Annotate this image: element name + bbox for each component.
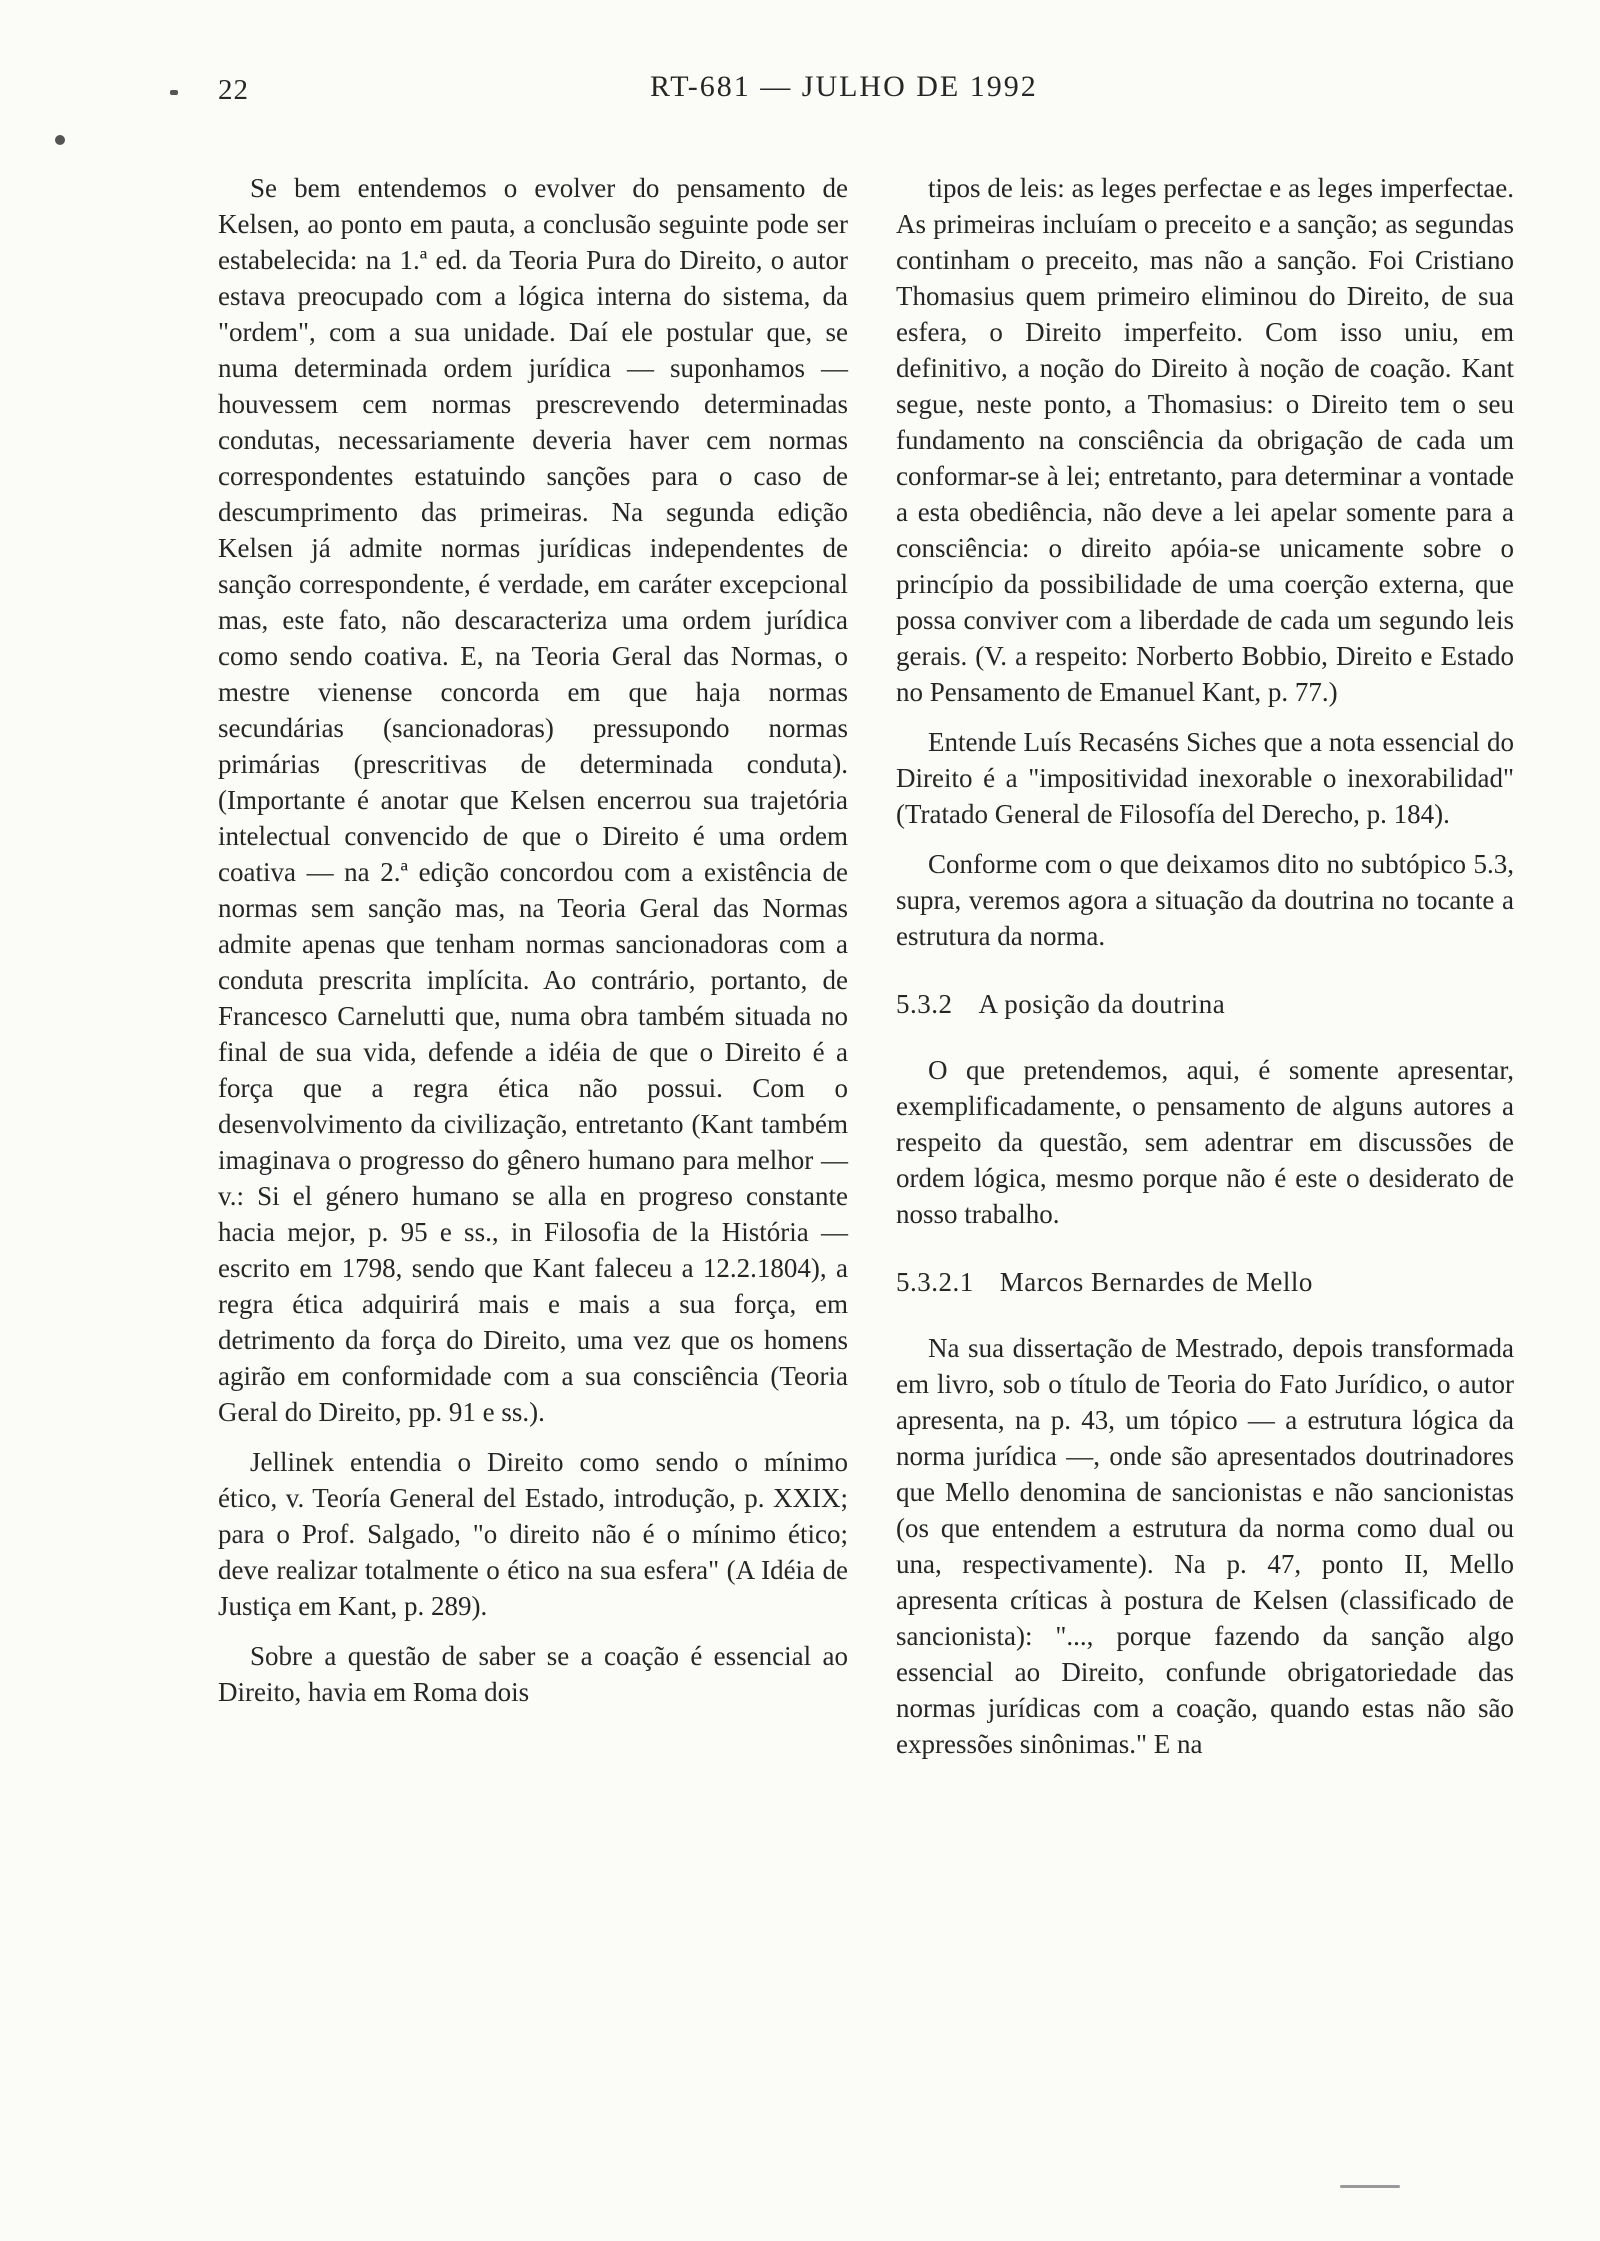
right-paragraph-5: Na sua dissertação de Mestrado, depois transformada em livro, sob o título de Teoria do Fato Jurídico, o autor apresenta, na p. 43, um tópico — a estrutura lógica da norma jurídica —, onde são apresentados doutrinadores que Mello denomina de sancionistas e não sancionistas (os que entendem a estrutura da norma como dual ou una, respectivamente). Na p. 47, ponto II, Mello apresenta críticas à postura de Kelsen (classificado de sancionista): "..., porque fazendo da sanção algo essencial ao Direito, confunde obrigatoriedade das normas jurídicas com a coação, quando estas não são expressões sinônimas." E na bbox=[896, 1333, 1514, 1759]
running-head: RT-681 — JULHO DE 1992 bbox=[650, 70, 1038, 103]
right-paragraph-4: O que pretendemos, aqui, é somente apresentar, exemplificadamente, o pensamento de alguns autores a respeito da questão, sem adentrar em discussões de ordem lógica, mesmo porque não é este o desiderato de nosso trabalho. bbox=[896, 1055, 1514, 1229]
section-heading-5-3-2-1 bbox=[896, 1264, 1514, 1300]
left-paragraph-2: Jellinek entendia o Direito como sendo o mínimo ético, v. Teoría General del Estado, introdução, p. XXIX; para o Prof. Salgado, "o direito não é o mínimo ético; deve realizar totalmente o ético na sua esfera" (A Idéia de Justiça em Kant, p. 289). bbox=[218, 1447, 848, 1621]
right-paragraph-2: Entende Luís Recaséns Siches que a nota essencial do Direito é a "impositividad inexorable o inexorabilidad" (Tratado General de Filosofía del Derecho, p. 184). bbox=[896, 727, 1514, 829]
subsection-number: 5.3.2.1 bbox=[896, 1267, 974, 1297]
page-number: 22 bbox=[218, 74, 249, 106]
scan-speck bbox=[1340, 2185, 1400, 2188]
section-heading-5-3-2 bbox=[896, 986, 1514, 1022]
right-column bbox=[896, 170, 1514, 1776]
scan-speck bbox=[55, 135, 65, 145]
right-paragraph-1: tipos de leis: as leges perfectae e as leges imperfectae. As primeiras incluíam o preceito e a sanção; as segundas continham o preceito, mas não a sanção. Foi Cristiano Thomasius quem primeiro eliminou do Direito, de sua esfera, o Direito imperfeito. Com isso uniu, em definitivo, a noção do Direito à noção de coação. Kant segue, neste ponto, a Thomasius: o Direito tem o seu fundamento na consciência da obrigação de cada um conformar-se à lei; entretanto, para determinar a vontade a esta obediência, não deve a lei apelar somente para a consciência: o direito apóia-se unicamente sobre o princípio da possibilidade de uma coerção externa, que possa conviver com a liberdade de cada um segundo leis gerais. (V. a respeito: Norberto Bobbio, Direito e Estado no Pensamento de Emanuel Kant, p. 77.) bbox=[896, 173, 1514, 707]
section-number: 5.3.2 bbox=[896, 989, 953, 1019]
left-paragraph-3: Sobre a questão de saber se a coação é essencial ao Direito, havia em Roma dois bbox=[218, 1641, 848, 1707]
right-paragraph-3: Conforme com o que deixamos dito no subtópico 5.3, supra, veremos agora a situação da doutrina no tocante a estrutura da norma. bbox=[896, 849, 1514, 951]
left-paragraph-1: Se bem entendemos o evolver do pensamento de Kelsen, ao ponto em pauta, a conclusão seguinte pode ser estabelecida: na 1.ª ed. da Teoria Pura do Direito, o autor estava preocupado com a lógica interna do sistema, da "ordem", com a sua unidade. Daí ele postular que, se numa determinada ordem jurídica — suponhamos — houvessem cem normas prescrevendo determinadas condutas, necessariamente deveria haver cem normas correspondentes estatuindo sanções para o caso de descumprimento das primeiras. Na segunda edição Kelsen já admite normas jurídicas independentes de sanção correspondente, é verdade, em caráter excepcional mas, este fato, não descaracteriza uma ordem jurídica como sendo coativa. E, na Teoria Geral das Normas, o mestre vienense concorda em que haja normas secundárias (sancionadoras) pressupondo normas primárias (prescritivas de determinada conduta). (Importante é anotar que Kelsen encerrou sua trajetória intelectual convencido de que o Direito é uma ordem coativa — na 2.ª edição concordou com a existência de normas sem sanção mas, na Teoria Geral das Normas admite apenas que tenham normas sancionadoras com a conduta prescrita implícita. Ao contrário, portanto, de Francesco Carnelutti que, numa obra também situada no final de sua vida, defende a idéia de que o Direito é a força que a regra ética não possui. Com o desenvolvimento da civilização, entretanto (Kant também imaginava o progresso do gênero humano para melhor — v.: Si el género humano se alla en progreso constante hacia mejor, p. 95 e ss., in Filosofia de la História — escrito em 1798, sendo que Kant faleceu a 12.2.1804), a regra ética adquirirá mais e mais a sua força, em detrimento da força do Direito, uma vez que os homens agirão em conformidade com a sua consciência (Teoria Geral do Direito, pp. 91 e ss.). bbox=[218, 173, 848, 1427]
scan-speck bbox=[170, 90, 178, 95]
subsection-title: Marcos Bernardes de Mello bbox=[999, 1267, 1313, 1297]
left-column bbox=[218, 170, 848, 1724]
section-title: A posição da doutrina bbox=[978, 989, 1226, 1019]
